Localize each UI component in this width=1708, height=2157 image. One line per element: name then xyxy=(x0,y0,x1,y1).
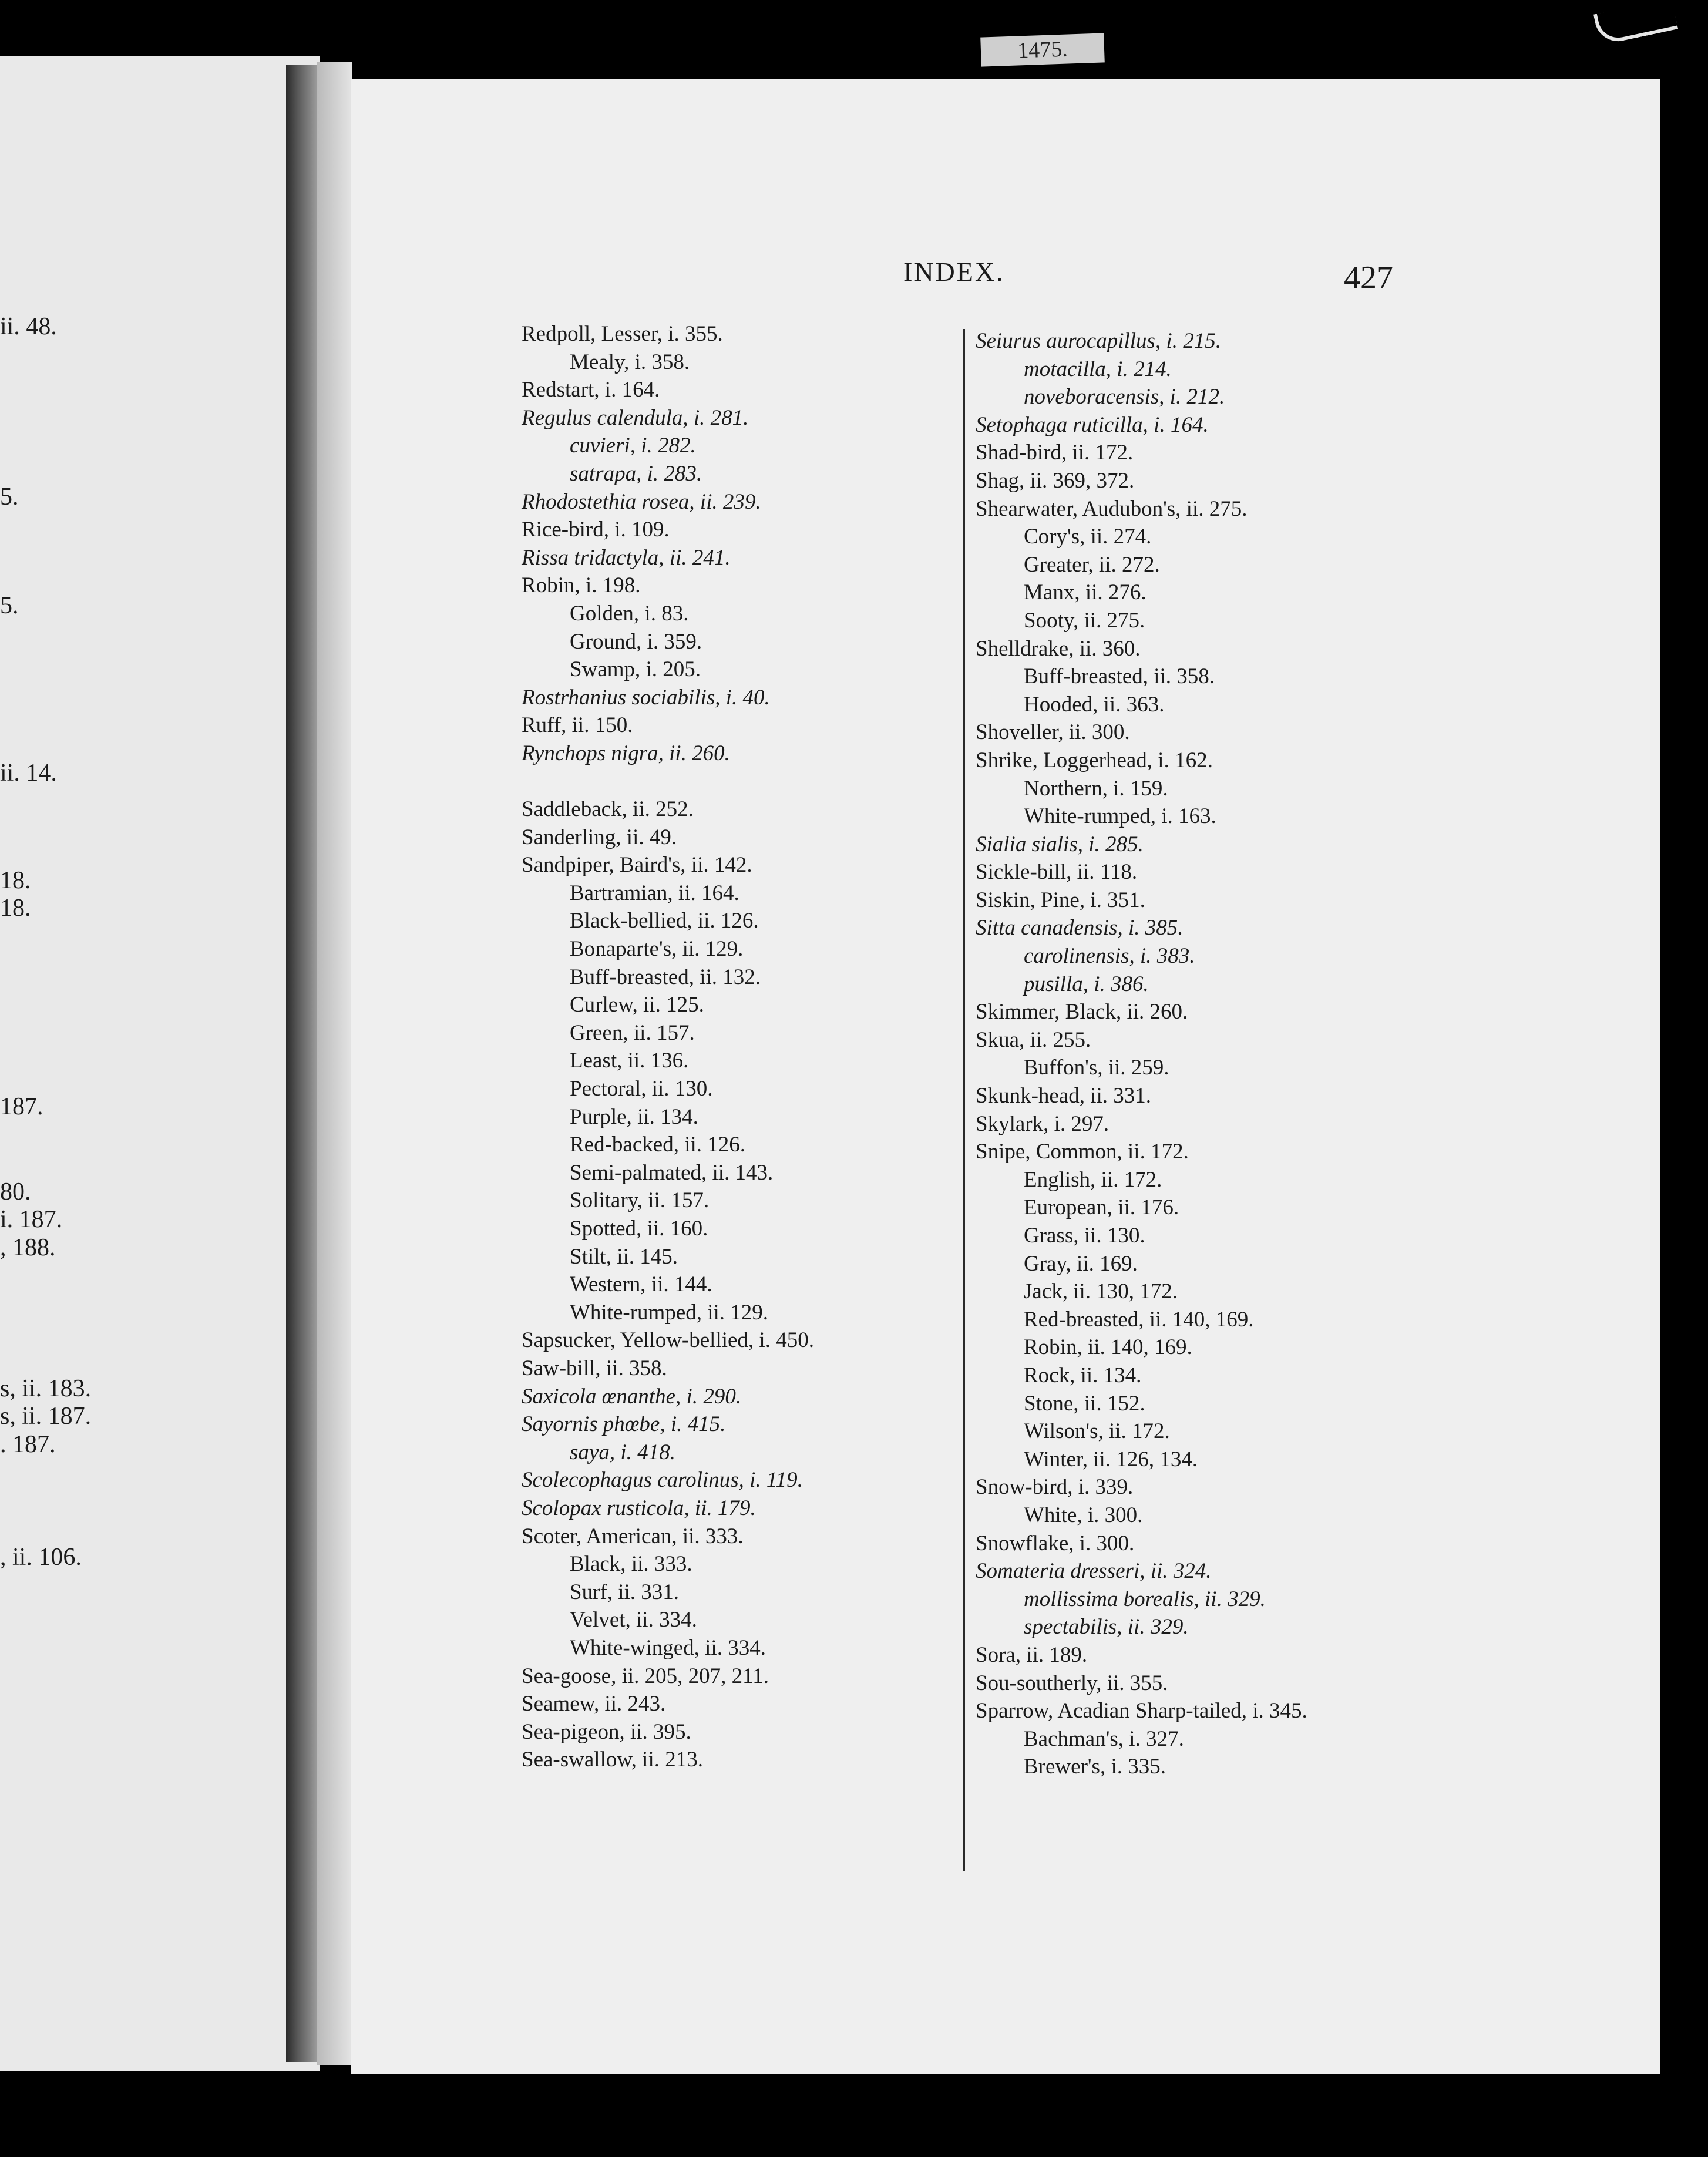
index-entry: Greater, ii. 272. xyxy=(1024,552,1160,577)
index-entry: Saw-bill, ii. 358. xyxy=(522,1356,667,1380)
index-entry: carolinensis, i. 383. xyxy=(1024,944,1195,969)
index-entry: satrapa, i. 283. xyxy=(570,461,702,486)
index-entry: Shad-bird, ii. 172. xyxy=(976,441,1134,465)
left-page-fragment-text: i. 187. xyxy=(0,1206,63,1233)
index-entry: Snipe, Common, ii. 172. xyxy=(976,1140,1189,1164)
index-entry: Black-bellied, ii. 126. xyxy=(570,909,759,933)
index-entry: Black, ii. 333. xyxy=(570,1552,692,1577)
index-entry: Sea-pigeon, ii. 395. xyxy=(522,1719,691,1744)
index-entry: Redstart, i. 164. xyxy=(522,378,660,402)
index-entry: Sora, ii. 189. xyxy=(976,1642,1088,1667)
index-column-right xyxy=(976,327,1307,1781)
left-page-fragment-text: 80. xyxy=(0,1178,31,1205)
left-page-fragment-text: s, ii. 187. xyxy=(0,1403,92,1430)
index-entry: White-rumped, i. 163. xyxy=(1024,804,1216,829)
book-gutter xyxy=(317,62,352,2065)
index-entry: Skylark, i. 297. xyxy=(976,1111,1109,1136)
index-entry: Somateria dresseri, ii. 324. xyxy=(976,1559,1212,1584)
index-entry: Saddleback, ii. 252. xyxy=(522,797,694,822)
index-entry: pusilla, i. 386. xyxy=(1024,972,1149,996)
index-entry: Swamp, i. 205. xyxy=(570,657,701,682)
index-entry: Semi-palmated, ii. 143. xyxy=(570,1160,774,1185)
index-entry: Rynchops nigra, ii. 260. xyxy=(522,741,730,765)
index-entry: Shearwater, Audubon's, ii. 275. xyxy=(976,496,1248,521)
index-entry: Rissa tridactyla, ii. 241. xyxy=(522,545,731,570)
index-entry: Sandpiper, Baird's, ii. 142. xyxy=(522,853,752,878)
index-entry: Sapsucker, Yellow-bellied, i. 450. xyxy=(522,1328,814,1353)
index-entry: Northern, i. 159. xyxy=(1024,776,1168,801)
index-entry: motacilla, i. 214. xyxy=(1024,357,1172,381)
page-title: INDEX. xyxy=(903,257,1005,287)
index-entry: Robin, ii. 140, 169. xyxy=(1024,1335,1192,1360)
left-page-fragment-text: 18. xyxy=(0,895,31,922)
index-entry: Scolecophagus carolinus, i. 119. xyxy=(522,1468,803,1493)
index-entry: noveboracensis, i. 212. xyxy=(1024,385,1225,409)
index-entry: saya, i. 418. xyxy=(570,1440,675,1464)
index-entry: spectabilis, ii. 329. xyxy=(1024,1615,1189,1639)
index-entry: Bartramian, ii. 164. xyxy=(570,881,739,905)
left-page-fragment-text: 18. xyxy=(0,867,31,894)
index-entry: Rice-bird, i. 109. xyxy=(522,518,670,542)
index-entry: Redpoll, Lesser, i. 355. xyxy=(522,322,723,346)
index-entry: European, ii. 176. xyxy=(1024,1195,1179,1220)
index-entry: Grass, ii. 130. xyxy=(1024,1224,1145,1248)
left-page-fragment-text: 5. xyxy=(0,483,19,510)
left-page-fragment-text: . 187. xyxy=(0,1431,56,1458)
corner-clip-mark xyxy=(1593,0,1678,46)
index-entry: Siskin, Pine, i. 351. xyxy=(976,888,1145,912)
index-entry: Manx, ii. 276. xyxy=(1024,580,1146,605)
library-label: 1475. xyxy=(980,33,1105,66)
index-entry: Surf, ii. 331. xyxy=(570,1580,680,1604)
index-entry: Setophaga ruticilla, i. 164. xyxy=(976,412,1209,437)
index-entry: Regulus calendula, i. 281. xyxy=(522,405,749,430)
left-page-fragment-text: 187. xyxy=(0,1093,43,1120)
index-entry: Stone, ii. 152. xyxy=(1024,1391,1145,1416)
index-entry: Buff-breasted, ii. 358. xyxy=(1024,664,1215,689)
index-entry: Seamew, ii. 243. xyxy=(522,1692,666,1716)
index-entry: Red-backed, ii. 126. xyxy=(570,1133,745,1157)
index-entry: White-winged, ii. 334. xyxy=(570,1635,766,1660)
left-page-fragment-text: 5. xyxy=(0,592,19,619)
index-entry: Sea-goose, ii. 205, 207, 211. xyxy=(522,1664,769,1688)
index-entry: White-rumped, ii. 129. xyxy=(570,1300,769,1325)
index-entry: Bachman's, i. 327. xyxy=(1024,1726,1184,1751)
left-page-fragment xyxy=(0,56,320,2071)
index-entry: Stilt, ii. 145. xyxy=(570,1244,678,1269)
index-entry: Mealy, i. 358. xyxy=(570,350,690,374)
index-entry: Buffon's, ii. 259. xyxy=(1024,1056,1169,1080)
index-entry: Skunk-head, ii. 331. xyxy=(976,1084,1152,1108)
index-entry: Shelldrake, ii. 360. xyxy=(976,636,1141,661)
index-entry: Sitta canadensis, i. 385. xyxy=(976,916,1184,940)
index-entry: mollissima borealis, ii. 329. xyxy=(1024,1587,1266,1611)
book-gutter-shadow xyxy=(286,65,317,2062)
index-entry: Sanderling, ii. 49. xyxy=(522,825,677,849)
index-entry: Golden, i. 83. xyxy=(570,601,689,626)
index-entry: Snow-bird, i. 339. xyxy=(976,1475,1134,1500)
index-entry: Shoveller, ii. 300. xyxy=(976,720,1130,745)
index-entry: Sickle-bill, ii. 118. xyxy=(976,860,1138,885)
index-entry: White, i. 300. xyxy=(1024,1503,1143,1527)
index-entry: Sea-swallow, ii. 213. xyxy=(522,1748,703,1772)
index-entry: Winter, ii. 126, 134. xyxy=(1024,1447,1198,1471)
index-entry: Hooded, ii. 363. xyxy=(1024,692,1165,717)
index-entry: Green, ii. 157. xyxy=(570,1020,695,1045)
index-entry: Shag, ii. 369, 372. xyxy=(976,468,1135,493)
index-entry: Ground, i. 359. xyxy=(570,629,702,654)
index-entry: Cory's, ii. 274. xyxy=(1024,525,1152,549)
index-entry: Buff-breasted, ii. 132. xyxy=(570,965,761,989)
index-entry: Rhodostethia rosea, ii. 239. xyxy=(522,489,761,514)
index-entry: Jack, ii. 130, 172. xyxy=(1024,1279,1178,1304)
index-entry: Solitary, ii. 157. xyxy=(570,1188,710,1213)
left-page-fragment-text: , 188. xyxy=(0,1234,56,1261)
index-entry: Brewer's, i. 335. xyxy=(1024,1755,1166,1779)
index-entry: Wilson's, ii. 172. xyxy=(1024,1419,1170,1444)
index-entry: Bonaparte's, ii. 129. xyxy=(570,937,744,962)
index-entry: Red-breasted, ii. 140, 169. xyxy=(1024,1307,1254,1332)
index-entry: Western, ii. 144. xyxy=(570,1272,712,1297)
index-entry: Gray, ii. 169. xyxy=(1024,1251,1138,1276)
section-gap xyxy=(522,768,814,796)
left-page-fragment-text: ii. 48. xyxy=(0,313,57,340)
index-column-left xyxy=(522,320,814,1774)
index-entry: Sooty, ii. 275. xyxy=(1024,608,1145,633)
index-entry: Sou-southerly, ii. 355. xyxy=(976,1671,1168,1695)
index-entry: Shrike, Loggerhead, i. 162. xyxy=(976,748,1213,772)
index-entry: cuvieri, i. 282. xyxy=(570,434,696,458)
index-entry: Seiurus aurocapillus, i. 215. xyxy=(976,329,1221,353)
index-entry: Sparrow, Acadian Sharp-tailed, i. 345. xyxy=(976,1699,1307,1723)
left-page-fragment-text: ii. 14. xyxy=(0,760,57,787)
index-page xyxy=(351,79,1660,2074)
index-entry: Velvet, ii. 334. xyxy=(570,1608,697,1632)
index-entry: Least, ii. 136. xyxy=(570,1049,689,1073)
index-entry: Ruff, ii. 150. xyxy=(522,713,633,738)
left-page-fragment-text: , ii. 106. xyxy=(0,1544,82,1571)
left-page-fragment-text: s, ii. 183. xyxy=(0,1375,92,1402)
index-entry: Skimmer, Black, ii. 260. xyxy=(976,1000,1188,1024)
index-entry: Sayornis phœbe, i. 415. xyxy=(522,1412,726,1437)
index-entry: Skua, ii. 255. xyxy=(976,1027,1091,1052)
index-entry: Snowflake, i. 300. xyxy=(976,1531,1135,1555)
index-entry: Saxicola œnanthe, i. 290. xyxy=(522,1384,742,1409)
index-entry: Rostrhanius sociabilis, i. 40. xyxy=(522,685,770,710)
index-entry: English, ii. 172. xyxy=(1024,1167,1162,1192)
index-entry: Pectoral, ii. 130. xyxy=(570,1077,713,1101)
index-entry: Scolopax rusticola, ii. 179. xyxy=(522,1496,756,1520)
index-entry: Purple, ii. 134. xyxy=(570,1104,698,1129)
index-entry: Spotted, ii. 160. xyxy=(570,1217,708,1241)
index-entry: Sialia sialis, i. 285. xyxy=(976,832,1144,856)
column-divider xyxy=(963,329,965,1871)
page-number: 427 xyxy=(1344,260,1393,296)
index-entry: Rock, ii. 134. xyxy=(1024,1363,1142,1387)
index-entry: Scoter, American, ii. 333. xyxy=(522,1524,744,1548)
index-entry: Robin, i. 198. xyxy=(522,573,641,598)
index-entry: Curlew, ii. 125. xyxy=(570,993,704,1017)
